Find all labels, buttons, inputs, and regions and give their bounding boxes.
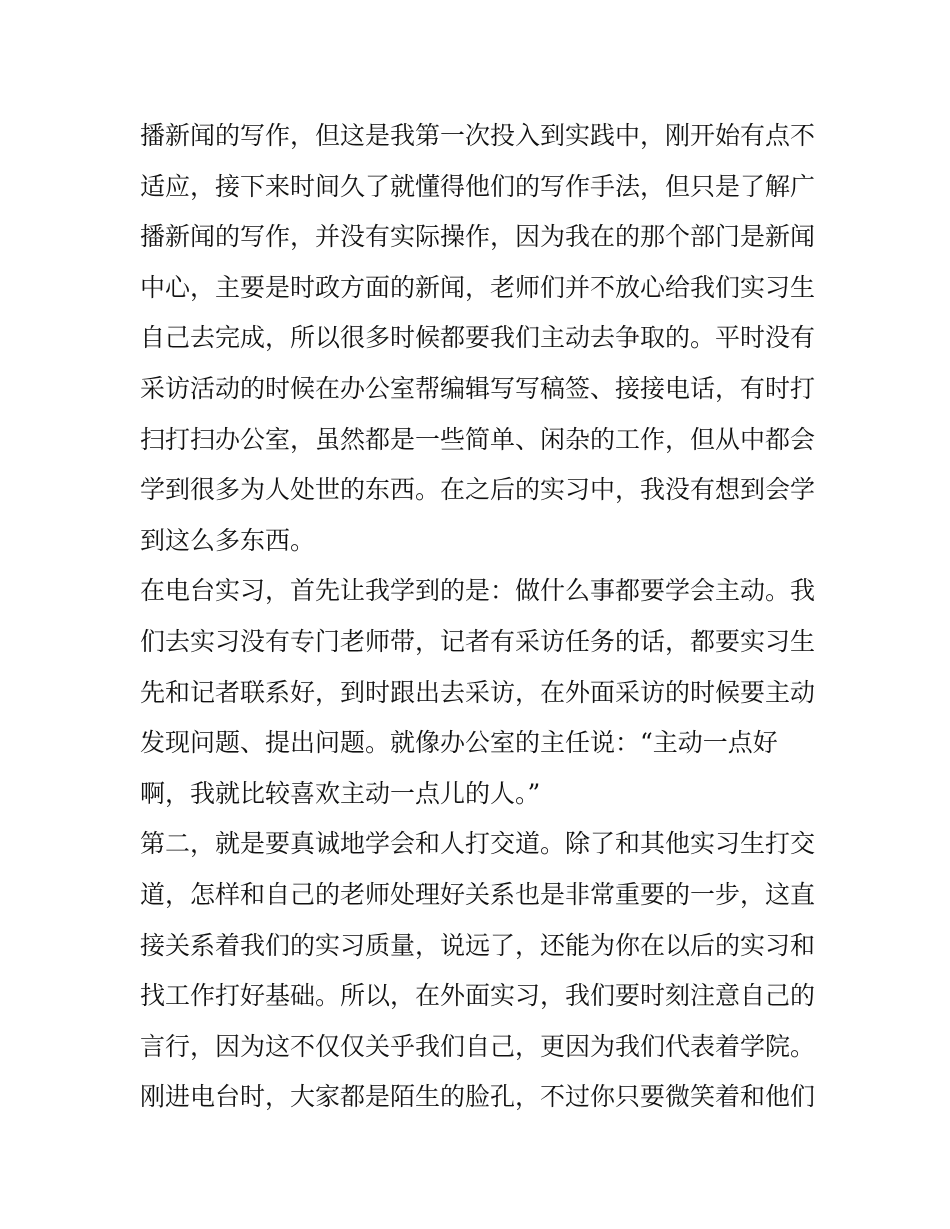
text-line: 发现问题、提出问题。就像办公室的主任说：“主动一点好 — [140, 728, 778, 758]
text-line: 扫打扫办公室，虽然都是一些简单、闲杂的工作，但从中都会 — [140, 424, 816, 454]
text-line: 适应，接下来时间久了就懂得他们的写作手法，但只是了解广 — [140, 171, 816, 201]
text-line: 言行，因为这不仅仅关乎我们自己，更因为我们代表着学院。 — [140, 1031, 816, 1061]
text-line: 先和记者联系好，到时跟出去采访，在外面采访的时候要主动 — [140, 677, 816, 707]
body-text — [140, 111, 820, 1123]
text-line: 刚进电台时，大家都是陌生的脸孔，不过你只要微笑着和他们 — [140, 1082, 816, 1112]
text-line: 啊，我就比较喜欢主动一点儿的人。” — [140, 778, 541, 808]
text-line: 播新闻的写作，但这是我第一次投入到实践中，刚开始有点不 — [140, 121, 816, 150]
text-line: 道，怎样和自己的老师处理好关系也是非常重要的一步，这直 — [140, 879, 816, 909]
text-line: 找工作打好基础。所以，在外面实习，我们要时刻注意自己的 — [140, 981, 816, 1011]
text-line: 播新闻的写作，并没有实际操作，因为我在的那个部门是新闻 — [140, 222, 816, 252]
text-line: 在电台实习，首先让我学到的是：做什么事都要学会主动。我 — [140, 576, 816, 606]
text-line: 自己去完成，所以很多时候都要我们主动去争取的。平时没有 — [140, 323, 816, 353]
text-line: 到这么多东西。 — [140, 525, 316, 555]
text-line: 们去实习没有专门老师带，记者有采访任务的话，都要实习生 — [140, 626, 816, 656]
text-line: 采访活动的时候在办公室帮编辑写写稿签、接接电话，有时打 — [140, 373, 816, 403]
text-line: 接关系着我们的实习质量，说远了，还能为你在以后的实习和 — [140, 930, 816, 960]
text-line: 学到很多为人处世的东西。在之后的实习中，我没有想到会学 — [140, 475, 816, 505]
text-line: 中心，主要是时政方面的新闻，老师们并不放心给我们实习生 — [140, 272, 816, 302]
text-line: 第二，就是要真诚地学会和人打交道。除了和其他实习生打交 — [140, 829, 816, 859]
